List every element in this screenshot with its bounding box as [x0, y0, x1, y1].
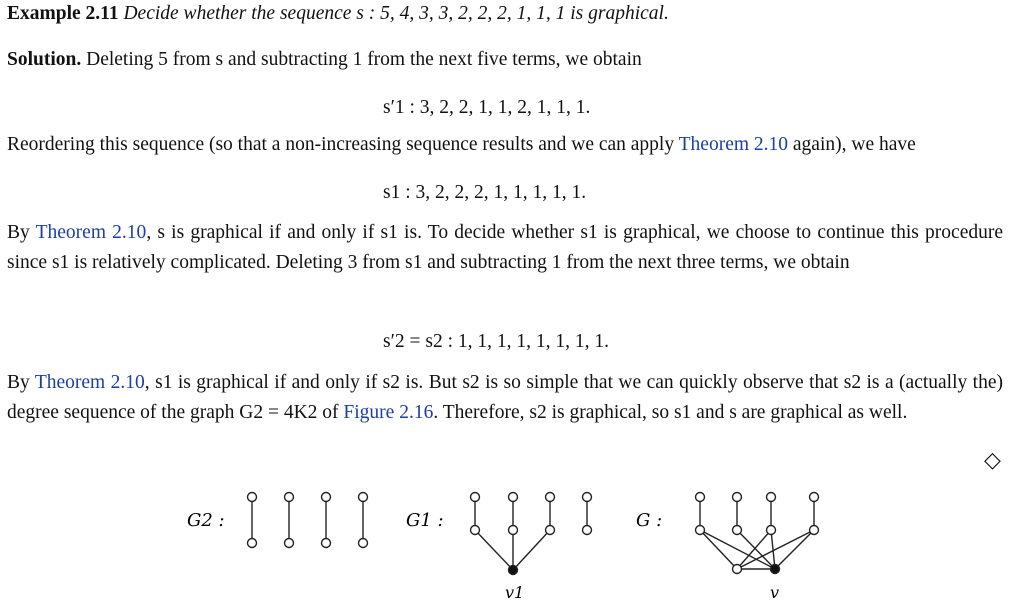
g2-vertex — [359, 539, 368, 548]
g-edge — [775, 530, 814, 569]
graph-g — [696, 493, 819, 574]
end-of-example-symbol: ◇ — [984, 447, 1001, 472]
g1-vertex — [471, 493, 480, 502]
g-vertex — [733, 493, 742, 502]
reorder-text-after: again), we have — [788, 134, 916, 155]
graph-g2 — [248, 493, 368, 548]
theorem-link-1[interactable]: Theorem 2.10 — [678, 134, 789, 155]
g1-label: G1 : — [406, 510, 444, 531]
g-label: G : — [636, 510, 663, 531]
v1-label: v1 — [505, 583, 525, 602]
figure-link[interactable]: Figure 2.16 — [343, 402, 434, 423]
g-vertex — [696, 493, 705, 502]
theorem-link-3[interactable]: Theorem 2.10 — [34, 372, 145, 393]
g2-vertex — [248, 539, 257, 548]
g1-edge — [513, 530, 550, 570]
g-vertex — [696, 526, 705, 535]
g1-edge — [475, 530, 513, 570]
g-edge — [700, 530, 775, 569]
g-vertex — [733, 526, 742, 535]
g-edge — [737, 530, 814, 569]
theorem-link-2[interactable]: Theorem 2.10 — [35, 222, 147, 243]
g1-vertex — [509, 526, 518, 535]
g2-vertex — [322, 539, 331, 548]
g-vertex — [733, 565, 742, 574]
reorder-text-before: Reordering this sequence (so that a non-increasing sequence results and we can apply — [7, 134, 679, 155]
g-vertex — [767, 526, 776, 535]
g2-vertex — [322, 493, 331, 502]
g2-vertex — [285, 539, 294, 548]
g1-vertex — [509, 493, 518, 502]
g-vertex — [767, 493, 776, 502]
equation-s1-prime: s′1 : 3, 2, 2, 1, 1, 2, 1, 1, 1. — [383, 97, 591, 118]
g2-vertex — [248, 493, 257, 502]
solution-text: Deleting 5 from s and subtracting 1 from the next five terms, we obtain — [86, 49, 642, 70]
para3-text-3: . Therefore, s2 is graphical, so s1 and s are graphical as well. — [433, 402, 908, 423]
equation-s1: s1 : 3, 2, 2, 2, 1, 1, 1, 1, 1. — [383, 182, 587, 203]
para2-text-2: , s is graphical if and only if s1 is. To decide whether s1 is graphical, we choose to continue this procedure since s1 is relatively complicated. Deleting 3 from s1 and subtracting 1 from the next three terms, we obtain — [7, 222, 1003, 273]
para3-text-1: By — [7, 372, 35, 393]
para2-text-1: By — [7, 222, 36, 243]
para3-text-2: , s1 is graphical if and only if s2 is. But s2 is so simple that we can quickly observe that s2 is a (actually the) degree sequence of the graph G2 = 4K2 of — [7, 372, 1003, 423]
g2-label: G2 : — [187, 510, 225, 531]
solution-label: Solution. — [7, 49, 82, 70]
graph-g1 — [471, 493, 592, 575]
g2-vertex — [359, 493, 368, 502]
g-vertex — [810, 493, 819, 502]
g-edge — [700, 530, 737, 569]
example-statement: Decide whether the sequence s : 5, 4, 3, 3, 2, 2, 2, 1, 1, 1 is graphical. — [123, 3, 669, 24]
g2-vertex — [285, 493, 294, 502]
g1-vertex — [583, 526, 592, 535]
example-label: Example 2.11 — [7, 3, 119, 24]
g1-vertex — [583, 493, 592, 502]
g1-vertex — [471, 526, 480, 535]
g1-vertex — [546, 493, 555, 502]
g1-vertex-v1 — [509, 566, 518, 575]
g-vertex-v — [771, 565, 780, 574]
g-vertex — [810, 526, 819, 535]
g1-vertex — [546, 526, 555, 535]
v-label: v — [770, 583, 780, 602]
equation-s2: s′2 = s2 : 1, 1, 1, 1, 1, 1, 1, 1. — [383, 331, 609, 352]
